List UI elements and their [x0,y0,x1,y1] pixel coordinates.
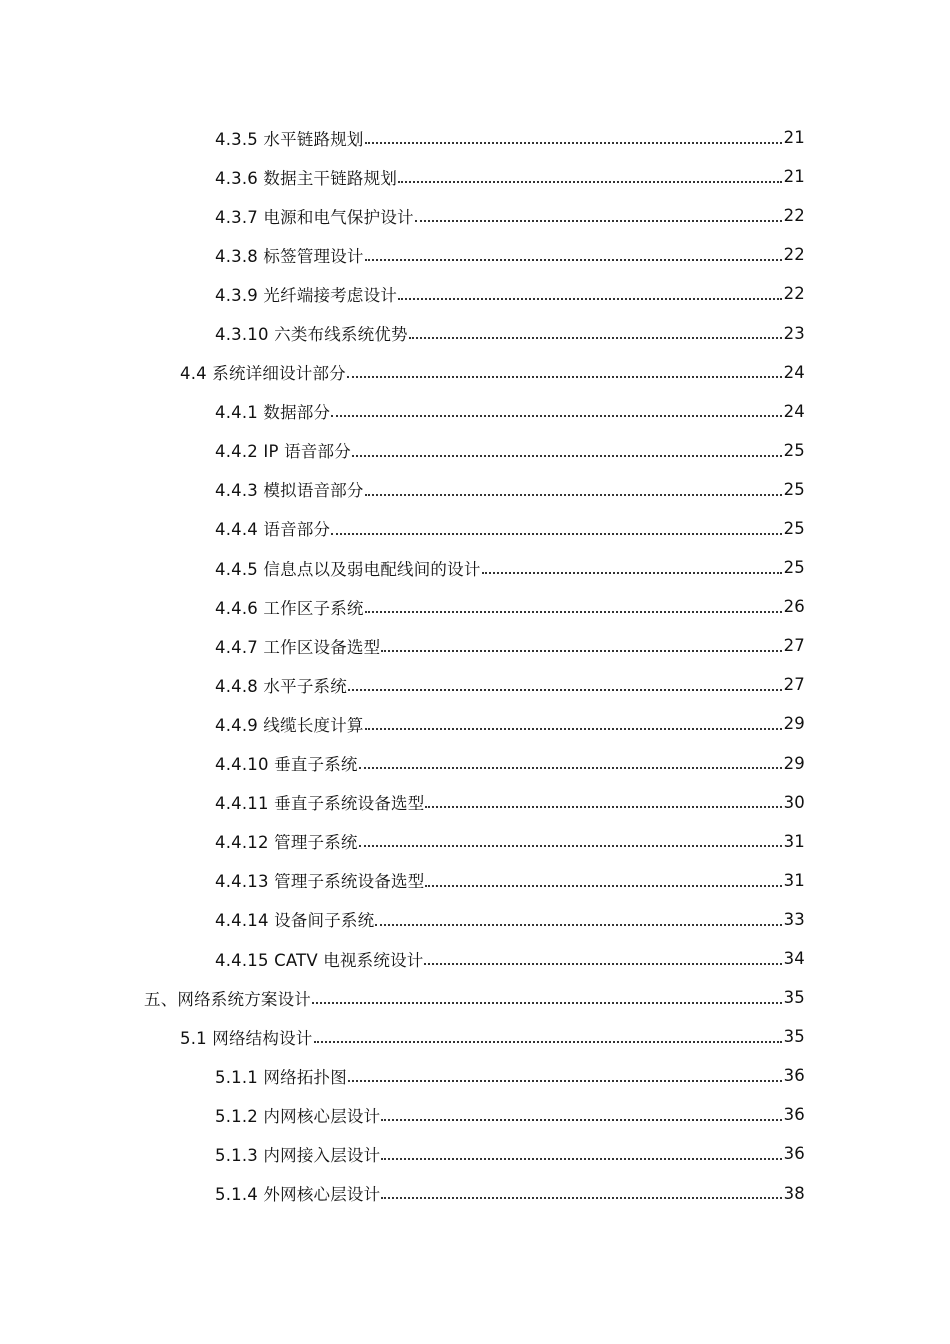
toc-entry-page-number: 27 [783,636,805,656]
toc-entry-title: 4.4.8 水平子系统 [215,676,347,696]
toc-entry-title: 4.4.6 工作区子系统 [215,598,364,618]
toc-entry-title: 5.1.2 内网核心层设计 [215,1106,381,1126]
table-of-contents [0,118,950,1213]
toc-entry-title: 4.4.2 IP 语音部分 [215,442,351,462]
toc-entry[interactable] [0,353,950,392]
toc-entry-title: 4.3.9 光纤端接考虑设计 [215,285,398,305]
toc-entry-title: 五、网络系统方案设计 [144,989,311,1009]
toc-dot-leader [381,638,781,655]
toc-dot-leader [365,481,782,498]
toc-entry[interactable] [0,196,950,235]
toc-dot-leader [365,716,782,733]
toc-entry-title: 4.3.5 水平链路规划 [215,129,364,149]
toc-dot-leader [425,794,781,811]
toc-entry[interactable] [0,1095,950,1134]
toc-entry[interactable] [0,783,950,822]
toc-dot-leader [409,325,782,342]
toc-dot-leader [331,520,781,537]
toc-dot-leader [381,1146,781,1163]
toc-dot-leader [348,1068,782,1085]
toc-entry[interactable] [0,470,950,509]
toc-dot-leader [398,286,782,303]
toc-entry[interactable] [0,978,950,1017]
toc-entry-title: 5.1.3 内网接入层设计 [215,1145,381,1165]
toc-entry-title: 4.3.6 数据主干链路规划 [215,168,398,188]
toc-entry-page-number: 31 [783,870,805,890]
toc-dot-leader [365,247,782,264]
toc-entry-title: 4.4.4 语音部分 [215,520,331,540]
toc-entry-page-number: 25 [783,440,805,460]
toc-dot-leader [314,1028,782,1045]
toc-entry[interactable] [0,1017,950,1056]
toc-entry-page-number: 25 [783,558,805,578]
toc-dot-leader [365,129,782,146]
toc-entry-title: 4.4 系统详细设计部分 [180,364,346,384]
toc-entry[interactable] [0,548,950,587]
toc-entry-page-number: 21 [783,167,805,187]
toc-entry-page-number: 22 [783,245,805,265]
toc-entry-title: 4.4.14 设备间子系统 [215,911,375,931]
toc-dot-leader [424,950,781,967]
toc-entry-title: 4.3.7 电源和电气保护设计 [215,207,414,227]
toc-entry-title: 5.1 网络结构设计 [180,1028,313,1048]
toc-entry-page-number: 22 [783,284,805,304]
toc-entry-page-number: 35 [783,1027,805,1047]
toc-entry[interactable] [0,861,950,900]
toc-entry-title: 4.4.5 信息点以及弱电配线间的设计 [215,559,481,579]
toc-entry-title: 4.4.13 管理子系统设备选型 [215,872,425,892]
toc-entry-page-number: 33 [783,909,805,929]
toc-entry[interactable] [0,626,950,665]
toc-dot-leader [482,559,782,576]
toc-entry[interactable] [0,313,950,352]
toc-entry-page-number: 29 [783,753,805,773]
toc-entry[interactable] [0,587,950,626]
toc-dot-leader [347,364,782,381]
toc-dot-leader [415,207,782,224]
toc-dot-leader [425,872,781,889]
toc-entry-page-number: 26 [783,597,805,617]
toc-entry-title: 4.4.11 垂直子系统设备选型 [215,794,425,814]
toc-entry[interactable] [0,1174,950,1213]
toc-entry[interactable] [0,509,950,548]
toc-entry-title: 4.4.3 模拟语音部分 [215,481,364,501]
toc-entry-page-number: 34 [783,949,805,969]
toc-entry[interactable] [0,431,950,470]
toc-entry-title: 4.4.15 CATV 电视系统设计 [215,950,424,970]
toc-entry[interactable] [0,939,950,978]
toc-entry-title: 4.3.8 标签管理设计 [215,246,364,266]
toc-entry-page-number: 36 [783,1144,805,1164]
toc-entry-title: 4.4.7 工作区设备选型 [215,637,381,657]
toc-entry-title: 4.4.9 线缆长度计算 [215,715,364,735]
toc-entry[interactable] [0,900,950,939]
toc-dot-leader [381,1107,781,1124]
toc-entry[interactable] [0,704,950,743]
toc-dot-leader [398,168,782,185]
toc-entry[interactable] [0,744,950,783]
toc-entry-page-number: 35 [783,988,805,1008]
toc-entry-title: 4.4.1 数据部分 [215,403,331,423]
toc-dot-leader [375,911,781,928]
toc-entry-title: 5.1.1 网络拓扑图 [215,1067,347,1087]
toc-dot-leader [359,755,782,772]
toc-entry-page-number: 25 [783,518,805,538]
toc-entry-page-number: 23 [783,323,805,343]
toc-entry[interactable] [0,822,950,861]
toc-entry-page-number: 24 [783,362,805,382]
toc-dot-leader [381,1185,781,1202]
toc-entry-page-number: 22 [783,206,805,226]
toc-entry[interactable] [0,118,950,157]
toc-entry[interactable] [0,157,950,196]
toc-dot-leader [348,677,782,694]
toc-entry[interactable] [0,1056,950,1095]
toc-entry-page-number: 38 [783,1183,805,1203]
toc-entry-page-number: 30 [783,792,805,812]
toc-dot-leader [365,598,782,615]
toc-dot-leader [312,989,782,1006]
toc-entry-page-number: 25 [783,479,805,499]
toc-entry[interactable] [0,1134,950,1173]
toc-entry-page-number: 21 [783,128,805,148]
toc-entry-page-number: 29 [783,714,805,734]
toc-dot-leader [352,442,782,459]
toc-entry-title: 4.4.10 垂直子系统 [215,755,358,775]
toc-entry-title: 4.3.10 六类布线系统优势 [215,325,408,345]
toc-entry-page-number: 31 [783,831,805,851]
toc-dot-leader [331,403,781,420]
toc-entry-page-number: 36 [783,1066,805,1086]
toc-entry-title: 4.4.12 管理子系统 [215,833,358,853]
toc-entry-page-number: 36 [783,1105,805,1125]
toc-entry[interactable] [0,235,950,274]
toc-entry-page-number: 27 [783,675,805,695]
toc-entry-page-number: 24 [783,401,805,421]
toc-dot-leader [359,833,782,850]
toc-entry-title: 5.1.4 外网核心层设计 [215,1185,381,1205]
toc-entry[interactable] [0,274,950,313]
toc-entry[interactable] [0,392,950,431]
toc-entry[interactable] [0,665,950,704]
